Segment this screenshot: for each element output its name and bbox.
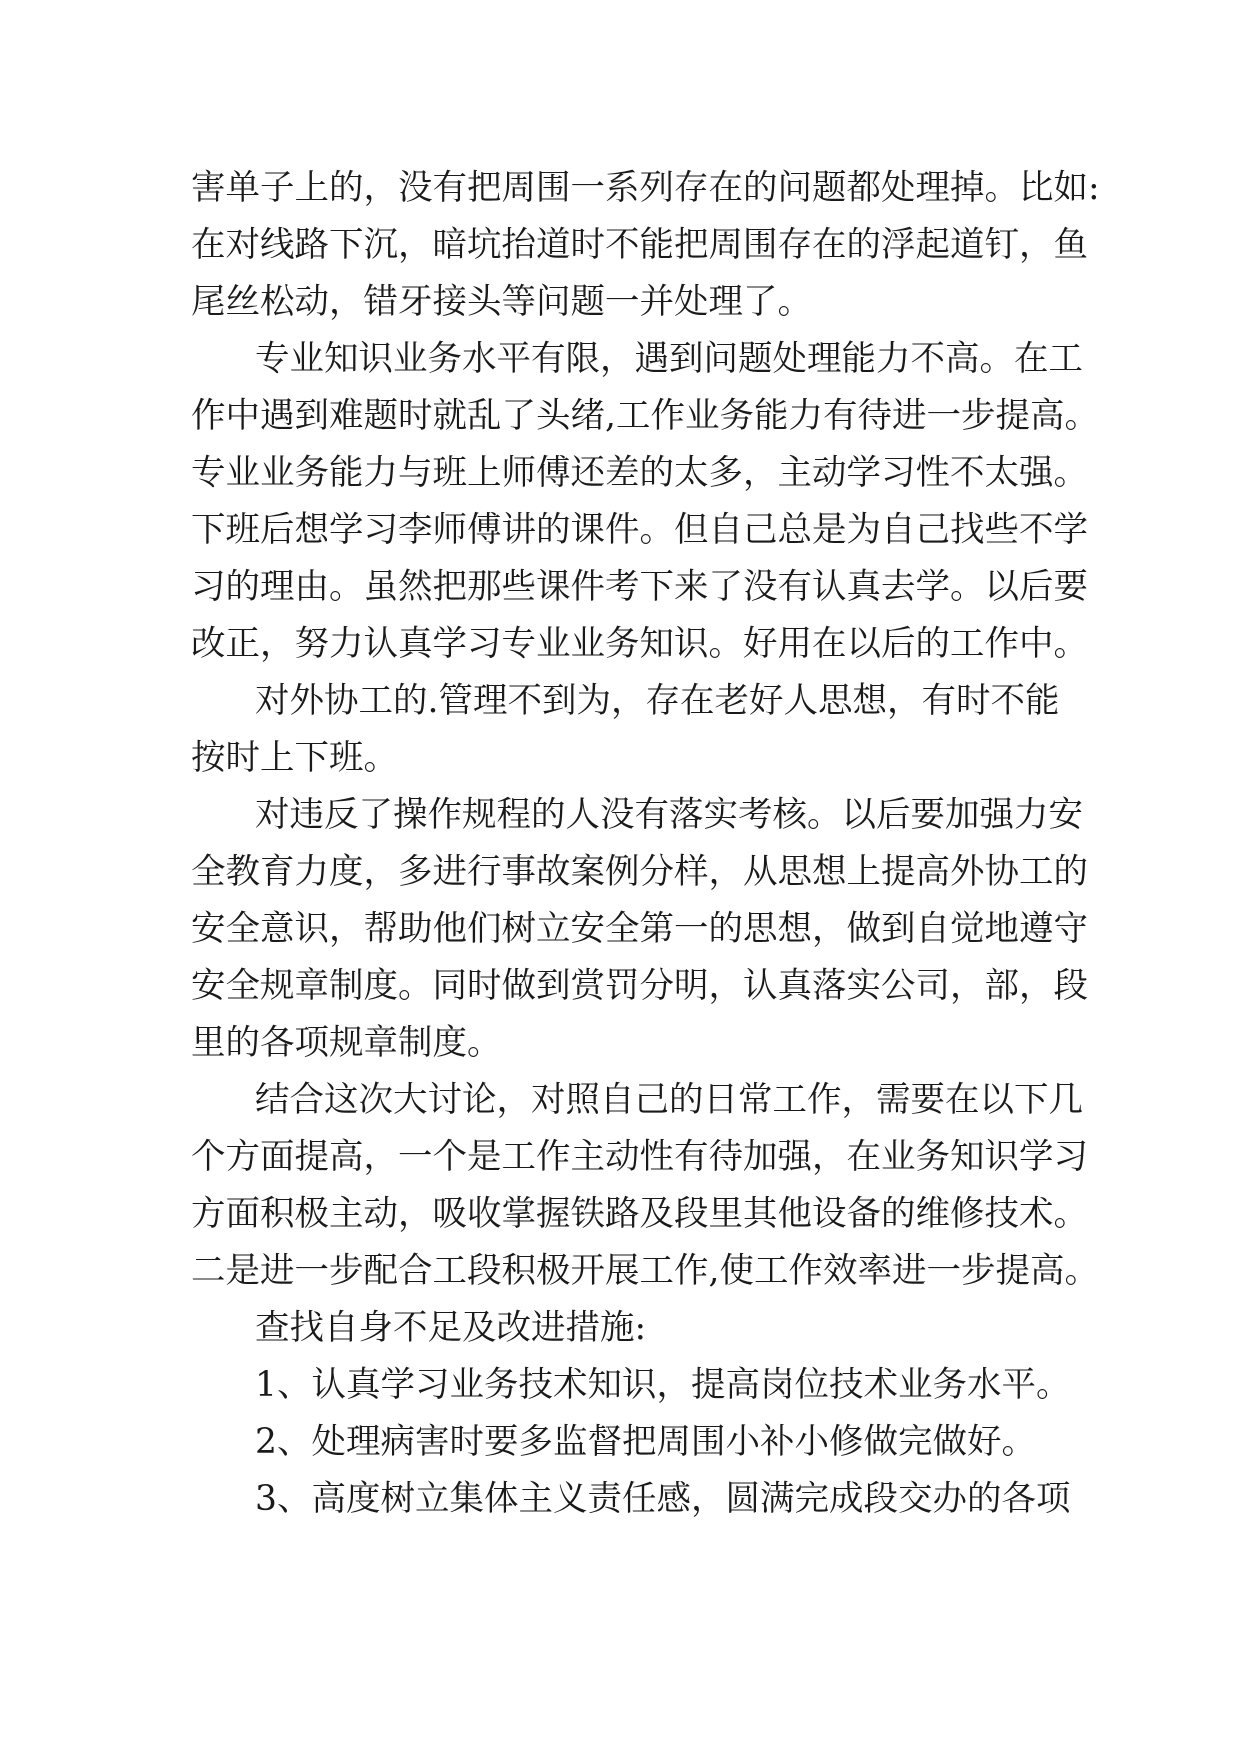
paragraph-3-line-1: 对外协工的.管理不到为，存在老好人思想，有时不能: [255, 681, 1060, 721]
paragraph-2-line-1: 专业知识业务水平有限，遇到问题处理能力不高。在工: [255, 339, 1083, 379]
paragraph-4-line-4: 安全规章制度。同时做到赏罚分明，认真落实公司，部，段: [191, 966, 1088, 1006]
paragraph-2-line-5: 习的理由。虽然把那些课件考下来了没有认真去学。以后要: [191, 567, 1088, 607]
document-body: [191, 160, 1100, 1528]
paragraph-5-line-3: 方面积极主动，吸收掌握铁路及段里其他设备的维修技术。: [191, 1194, 1088, 1234]
paragraph-1-line-1: 害单子上的，没有把周围一系列存在的问题都处理掉。比如:: [191, 168, 1100, 208]
paragraph-4-line-3: 安全意识，帮助他们树立安全第一的思想，做到自觉地遵守: [191, 909, 1088, 949]
paragraph-5-line-1: 结合这次大讨论，对照自己的日常工作，需要在以下几: [255, 1080, 1083, 1120]
paragraph-2-line-4: 下班后想学习李师傅讲的课件。但自己总是为自己找些不学: [191, 510, 1088, 550]
list-item-2: 2、处理病害时要多监督把周围小补小修做完做好。: [255, 1422, 1036, 1462]
paragraph-4-line-2: 全教育力度，多进行事故案例分样，从思想上提高外协工的: [191, 852, 1088, 892]
paragraph-1-line-3: 尾丝松动，错牙接头等问题一并处理了。: [191, 282, 812, 322]
paragraph-4-line-5: 里的各项规章制度。: [191, 1023, 502, 1063]
paragraph-4-line-1: 对违反了操作规程的人没有落实考核。以后要加强力安: [255, 795, 1083, 835]
paragraph-2-line-2: 作中遇到难题时就乱了头绪,工作业务能力有待进一步提高。: [191, 396, 1099, 436]
section-heading-improvements: 查找自身不足及改进措施:: [255, 1308, 647, 1348]
paragraph-5-line-2: 个方面提高，一个是工作主动性有待加强，在业务知识学习: [191, 1137, 1088, 1177]
list-item-1: 1、认真学习业务技术知识，提高岗位技术业务水平。: [255, 1365, 1071, 1405]
paragraph-2-line-3: 专业业务能力与班上师傅还差的太多，主动学习性不太强。: [191, 453, 1088, 493]
paragraph-3-line-2: 按时上下班。: [191, 738, 398, 778]
paragraph-1-line-2: 在对线路下沉，暗坑抬道时不能把周围存在的浮起道钉，鱼: [191, 225, 1088, 265]
paragraph-5-line-4: 二是进一步配合工段积极开展工作,使工作效率进一步提高。: [191, 1251, 1099, 1291]
paragraph-2-line-6: 改正，努力认真学习专业业务知识。好用在以后的工作中。: [191, 624, 1088, 664]
list-item-3: 3、高度树立集体主义责任感，圆满完成段交办的各项: [255, 1479, 1071, 1519]
